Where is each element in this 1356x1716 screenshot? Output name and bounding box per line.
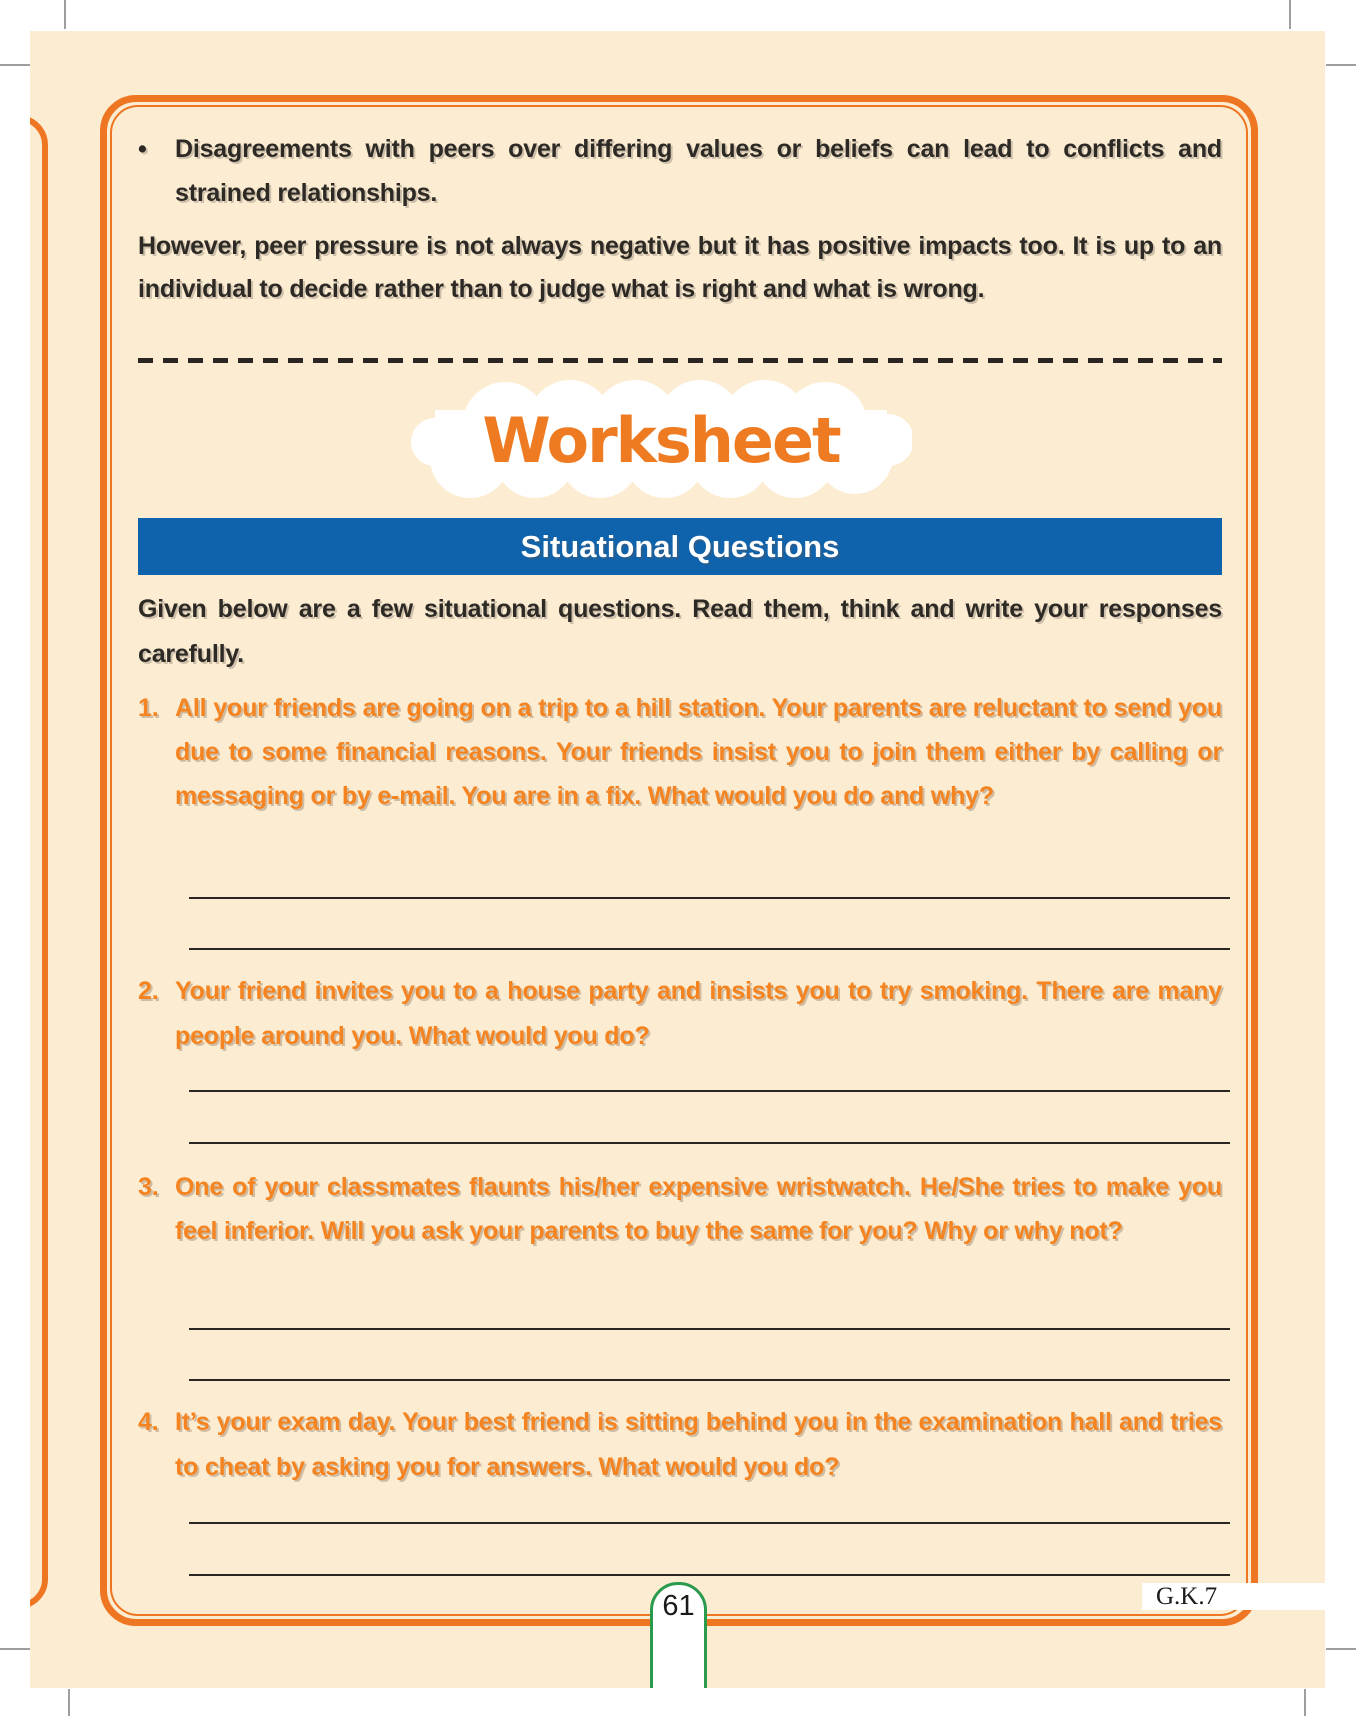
answer-line[interactable]	[189, 1328, 1230, 1330]
section-banner	[138, 518, 1222, 575]
crop-mark	[1289, 0, 1291, 29]
question-number: 2.	[138, 977, 159, 1005]
dashed-divider	[138, 358, 1222, 363]
answer-line[interactable]	[189, 1574, 1230, 1576]
crop-mark	[0, 64, 30, 66]
intro-bullet-item	[138, 127, 1222, 215]
answer-line[interactable]	[189, 897, 1230, 899]
worksheet-title: Worksheet	[482, 403, 840, 477]
crop-mark	[64, 0, 66, 29]
instructions-text: Given below are a few situational questions. Read them, think and write your responses carefully.	[138, 595, 1222, 668]
question-number: 4.	[138, 1408, 159, 1436]
crop-mark	[1326, 64, 1356, 66]
question-text: Your friend invites you to a house party and insists you to try smoking. There are many people around you. What would you do?	[175, 977, 1222, 1050]
question-item-2	[138, 969, 1222, 1059]
answer-line[interactable]	[189, 1379, 1230, 1381]
page-number-badge	[650, 1582, 707, 1688]
question-text: All your friends are going on a trip to a hill station. Your parents are reluctant to send you due to some financial reasons. Your friends insist you to join them either by calling or messaging or by e-mail. You are in a fix. What would you do and why?	[175, 694, 1222, 810]
page-number: 61	[662, 1590, 695, 1622]
question-item-1	[138, 686, 1222, 818]
answer-line[interactable]	[189, 1142, 1230, 1144]
crop-mark	[68, 1689, 70, 1716]
content-frame	[100, 95, 1258, 1626]
section-heading: Situational Questions	[520, 528, 840, 564]
question-text: One of your classmates flaunts his/her expensive wristwatch. He/She tries to make you feel inferior. Will you ask your parents to buy the same for you? Why or why not?	[175, 1173, 1222, 1245]
answer-line[interactable]	[189, 1090, 1230, 1092]
intro-paragraph: However, peer pressure is not always negative but it has positive impacts too. It is up to an individual to decide rather than to judge what is right and what is wrong.	[138, 232, 1222, 303]
content-frame-inner-line	[110, 105, 1248, 1616]
question-number: 1.	[138, 694, 159, 722]
question-item-4	[138, 1400, 1222, 1490]
book-label-box	[1142, 1583, 1325, 1610]
bullet-icon: •	[138, 135, 147, 163]
intro-bullet-text: Disagreements with peers over differing values or beliefs can lead to conflicts and strained relationships.	[175, 135, 1222, 207]
book-label: G.K.7	[1156, 1582, 1218, 1610]
question-number: 3.	[138, 1173, 159, 1201]
crop-mark	[1326, 1648, 1356, 1650]
crop-mark	[0, 1648, 30, 1650]
page	[30, 31, 1325, 1688]
answer-line[interactable]	[189, 1522, 1230, 1524]
question-item-3	[138, 1165, 1222, 1253]
worksheet-cloud-badge	[410, 380, 912, 498]
question-text: It’s your exam day. Your best friend is sitting behind you in the examination hall and tries to cheat by asking you for answers. What would you do?	[175, 1408, 1222, 1481]
answer-line[interactable]	[189, 948, 1230, 950]
left-edge-border	[30, 115, 48, 1609]
crop-mark	[1304, 1689, 1306, 1716]
